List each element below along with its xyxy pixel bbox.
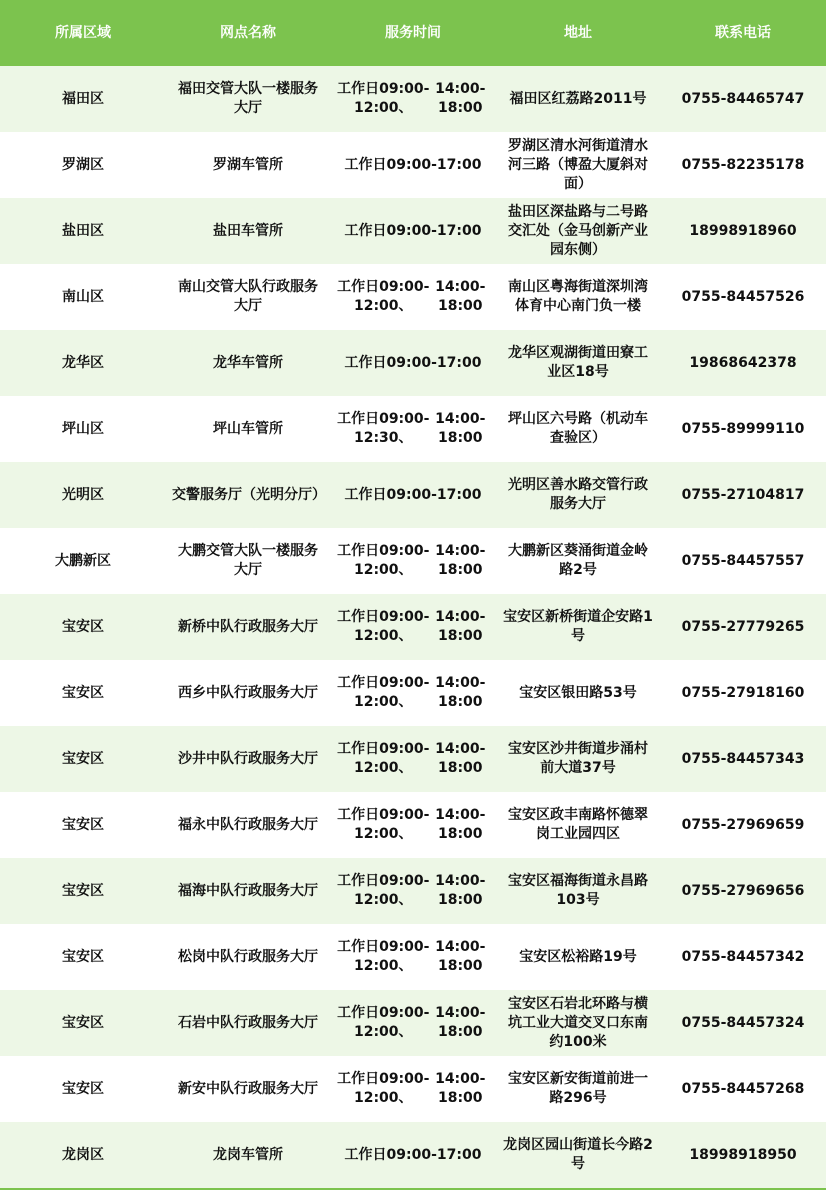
cell-hours: 工作日09:00-12:00、 14:00-18:00	[337, 1005, 486, 1040]
cell-phone: 0755-84465747	[681, 90, 805, 107]
cell-address: 龙华区观湖街道田寮工业区18号	[508, 345, 648, 380]
cell-district: 宝安区	[62, 816, 104, 833]
table-row	[0, 726, 826, 792]
cell-district: 宝安区	[62, 948, 104, 965]
cell-phone: 0755-82235178	[681, 156, 805, 173]
table-row	[0, 264, 826, 330]
cell-name: 沙井中队行政服务大厅	[178, 750, 318, 767]
cell-name: 盐田车管所	[213, 222, 283, 239]
cell-hours: 工作日09:00-12:00、 14:00-18:00	[337, 609, 486, 644]
cell-address: 宝安区沙井街道步涌村前大道37号	[508, 741, 648, 776]
table-row	[0, 858, 826, 924]
cell-address: 宝安区松裕路19号	[519, 948, 637, 965]
table-body	[0, 66, 826, 1188]
cell-district: 宝安区	[62, 684, 104, 701]
cell-hours: 工作日09:00-12:30、 14:00-18:00	[337, 411, 486, 446]
table-row	[0, 792, 826, 858]
table-header	[0, 0, 826, 66]
cell-phone: 0755-27779265	[681, 618, 805, 635]
cell-name: 龙华车管所	[213, 354, 283, 371]
cell-hours: 工作日09:00-12:00、 14:00-18:00	[337, 939, 486, 974]
cell-address: 宝安区银田路53号	[519, 684, 637, 701]
header-phone: 联系电话	[715, 24, 771, 41]
cell-name: 福田交管大队一楼服务大厅	[178, 81, 318, 116]
cell-hours: 工作日09:00-17:00	[344, 222, 482, 239]
cell-phone: 0755-27969659	[681, 816, 805, 833]
cell-district: 盐田区	[62, 222, 104, 239]
cell-phone: 0755-84457324	[681, 1014, 805, 1031]
cell-hours: 工作日09:00-12:00、 14:00-18:00	[337, 81, 486, 116]
cell-name: 交警服务厅（光明分厅）	[172, 486, 326, 503]
cell-district: 宝安区	[62, 750, 104, 767]
table-row	[0, 330, 826, 396]
cell-address: 大鹏新区葵涌街道金岭路2号	[508, 543, 648, 578]
cell-name: 石岩中队行政服务大厅	[178, 1014, 318, 1031]
cell-district: 大鹏新区	[55, 552, 111, 569]
header-name: 网点名称	[220, 24, 276, 41]
cell-name: 西乡中队行政服务大厅	[178, 684, 318, 701]
cell-name: 南山交管大队行政服务大厅	[178, 279, 318, 314]
cell-phone: 0755-84457268	[681, 1080, 805, 1097]
cell-hours: 工作日09:00-12:00、 14:00-18:00	[337, 807, 486, 842]
cell-hours: 工作日09:00-12:00、 14:00-18:00	[337, 675, 486, 710]
cell-district: 龙岗区	[62, 1146, 104, 1163]
header-hours: 服务时间	[385, 24, 441, 41]
table-row	[0, 924, 826, 990]
cell-address: 宝安区石岩北环路与横坑工业大道交叉口东南约100米	[508, 995, 648, 1050]
cell-district: 宝安区	[62, 1014, 104, 1031]
cell-phone: 0755-27918160	[681, 684, 805, 701]
cell-address: 龙岗区园山街道长今路2号	[503, 1137, 653, 1172]
cell-hours: 工作日09:00-17:00	[344, 486, 482, 503]
cell-phone: 0755-27969656	[681, 882, 805, 899]
cell-phone: 18998918960	[689, 222, 797, 239]
cell-district: 罗湖区	[62, 156, 104, 173]
cell-name: 大鹏交管大队一楼服务大厅	[178, 543, 318, 578]
cell-address: 南山区粤海街道深圳湾体育中心南门负一楼	[508, 279, 648, 314]
cell-district: 宝安区	[62, 618, 104, 635]
cell-district: 宝安区	[62, 882, 104, 899]
cell-hours: 工作日09:00-17:00	[344, 1146, 482, 1163]
table-row	[0, 990, 826, 1056]
cell-address: 福田区红荔路2011号	[509, 90, 647, 107]
cell-hours: 工作日09:00-12:00、 14:00-18:00	[337, 741, 486, 776]
cell-district: 龙华区	[62, 354, 104, 371]
cell-hours: 工作日09:00-17:00	[344, 156, 482, 173]
cell-hours: 工作日09:00-12:00、 14:00-18:00	[337, 543, 486, 578]
table-row	[0, 396, 826, 462]
cell-phone: 0755-84457342	[681, 948, 805, 965]
header-district: 所属区域	[55, 24, 111, 41]
cell-hours: 工作日09:00-12:00、 14:00-18:00	[337, 279, 486, 314]
table-row	[0, 1056, 826, 1122]
table-row	[0, 528, 826, 594]
cell-district: 宝安区	[62, 1080, 104, 1097]
cell-district: 南山区	[62, 288, 104, 305]
cell-name: 龙岗车管所	[213, 1146, 283, 1163]
cell-phone: 0755-89999110	[681, 420, 805, 437]
table-row	[0, 660, 826, 726]
cell-phone: 0755-84457557	[681, 552, 805, 569]
cell-name: 福海中队行政服务大厅	[178, 882, 318, 899]
table-row	[0, 1122, 826, 1188]
table-row	[0, 462, 826, 528]
cell-address: 盐田区深盐路与二号路交汇处（金马创新产业园东侧）	[508, 203, 648, 258]
cell-address: 宝安区新桥街道企安路1号	[503, 609, 653, 644]
cell-hours: 工作日09:00-17:00	[344, 354, 482, 371]
cell-name: 新安中队行政服务大厅	[178, 1080, 318, 1097]
cell-phone: 0755-27104817	[681, 486, 805, 503]
cell-name: 罗湖车管所	[213, 156, 283, 173]
cell-name: 福永中队行政服务大厅	[178, 816, 318, 833]
cell-address: 宝安区新安街道前进一路296号	[508, 1071, 648, 1106]
cell-phone: 0755-84457343	[681, 750, 805, 767]
cell-district: 福田区	[62, 90, 104, 107]
cell-phone: 0755-84457526	[681, 288, 805, 305]
cell-phone: 18998918950	[689, 1146, 797, 1163]
cell-district: 光明区	[62, 486, 104, 503]
cell-name: 新桥中队行政服务大厅	[178, 618, 318, 635]
cell-address: 坪山区六号路（机动车查验区）	[508, 411, 648, 446]
table-row	[0, 132, 826, 198]
cell-hours: 工作日09:00-12:00、 14:00-18:00	[337, 873, 486, 908]
cell-address: 宝安区福海街道永昌路103号	[508, 873, 648, 908]
cell-address: 罗湖区清水河街道清水河三路（博盈大厦斜对面）	[508, 137, 648, 192]
table-row	[0, 594, 826, 660]
cell-hours: 工作日09:00-12:00、 14:00-18:00	[337, 1071, 486, 1106]
header-address: 地址	[564, 24, 592, 41]
cell-phone: 19868642378	[689, 354, 797, 371]
cell-address: 光明区善水路交管行政服务大厅	[508, 477, 648, 512]
cell-address: 宝安区政丰南路怀德翠岗工业园四区	[508, 807, 648, 842]
cell-name: 坪山车管所	[213, 420, 283, 437]
table-row	[0, 198, 826, 264]
table-row	[0, 66, 826, 132]
cell-district: 坪山区	[62, 420, 104, 437]
cell-name: 松岗中队行政服务大厅	[178, 948, 318, 965]
